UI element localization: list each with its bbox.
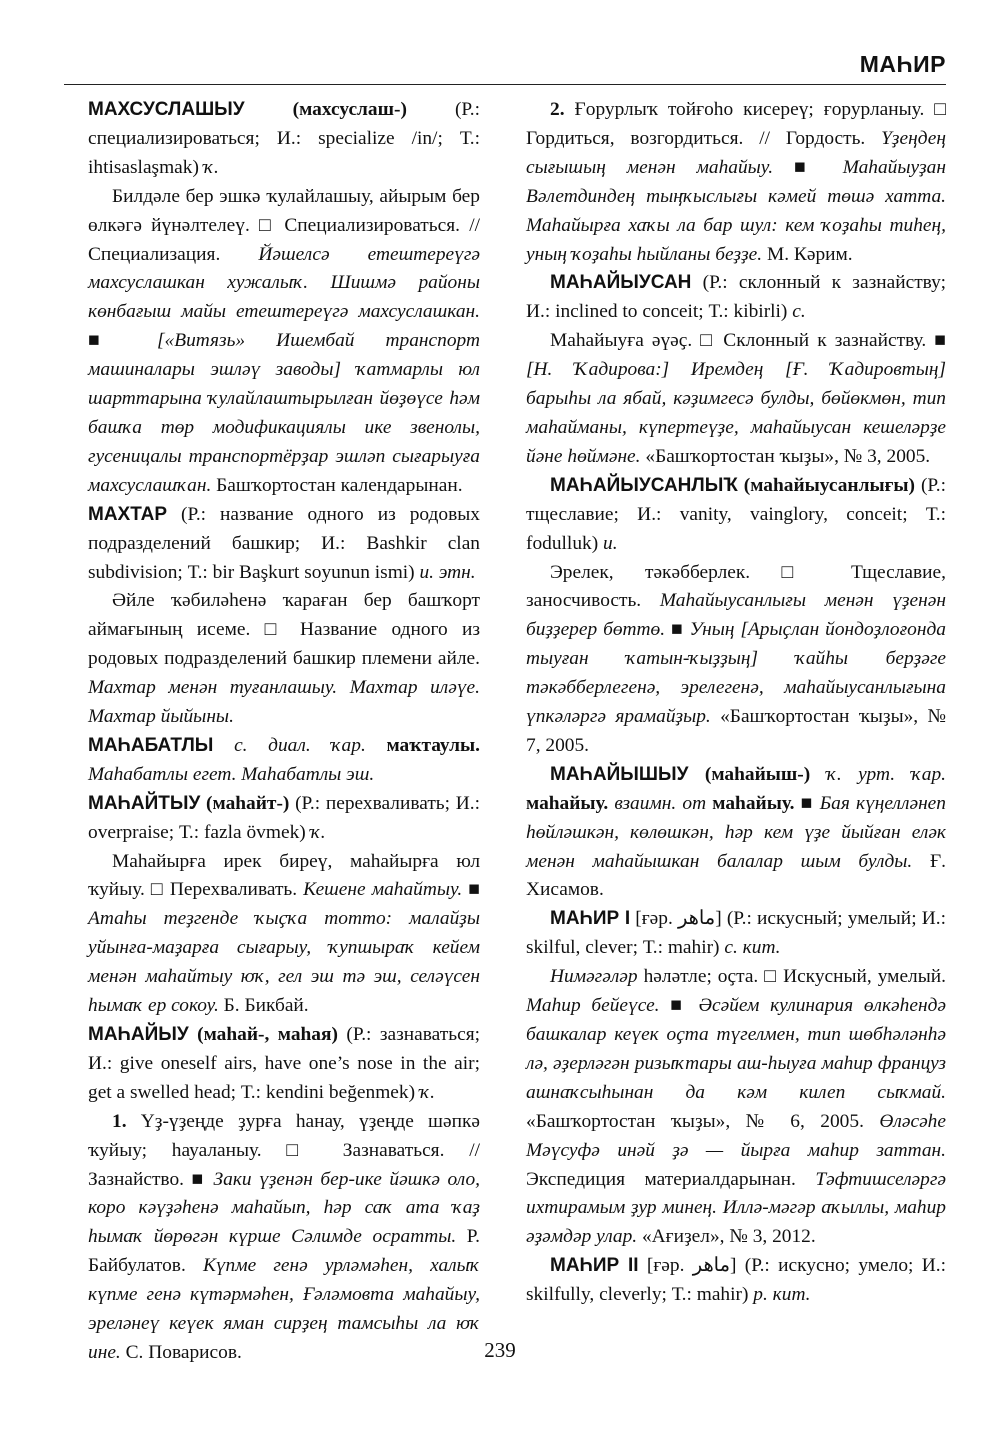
source: Р. Байбулатов.: [88, 1226, 480, 1277]
bullet-icon: ■: [773, 156, 843, 178]
entry-etymology: (Р.: тщеславие; И.: vanity, vainglory, conceit; Т.: fodulluk): [526, 474, 946, 554]
source: «Башҡортостан ҡыҙы», № 7, 2005.: [526, 706, 946, 756]
source: С. Поварисов.: [125, 1341, 242, 1363]
headword: МАҺАЙЫШЫУ: [550, 763, 689, 785]
cross-reference: маҡтаулы.: [386, 734, 480, 756]
source: «Башҡортостан ҡыҙы», № 3, 2005.: [645, 445, 931, 467]
definition: Маһайыуға әүәҫ. □ Склонный к зазнайству.: [550, 330, 935, 352]
russian-gloss: взаимн. от: [608, 792, 713, 814]
sense-1: [88, 1108, 480, 1368]
headword: МАХТАР: [88, 503, 168, 525]
definition: Үҙ-үҙеңде ҙурға һанау, үҙеңде шәпкә ҡуйыу; һауаланыу. □ Зазнаваться. // Зазнайство.: [88, 1110, 480, 1190]
part-of-speech: с. кит.: [724, 937, 781, 959]
example: Махтар менән туғанлашыу. Махтар иләүе. Махтар йыйыны.: [88, 677, 480, 728]
source: «Ағиҙел», № 3, 2012.: [641, 1226, 816, 1248]
example: Үҙеңдең сығышың менән маһайыу.: [526, 127, 946, 178]
entry-form: (маһайыусанлығы): [737, 474, 915, 496]
part-of-speech: и.: [603, 532, 618, 554]
example: [«Витязь» Ишембай транспорт машиналары эшләү заводы] ҡатмарлы юл шарттарына ҡулайлаштырылған йөҙөүсе һәм башҡа төр модификациялы ике звенолы, гусеницалы транспортёрҙар эшләп сығарыуға махсуслашҡан.: [88, 330, 480, 496]
arabic-etymology: [ғәр. ماهر]: [630, 908, 722, 930]
entry-etymology: (Р.: специализироваться; И.: specialize /in/; Т.: ihtisaslaşmak): [88, 99, 480, 178]
bullet-icon: ■: [88, 330, 157, 352]
entry-mahabatly: [88, 732, 480, 790]
headword: МАҺАБАТЛЫ: [88, 734, 214, 756]
entry-body: [526, 559, 946, 761]
cross-reference: маһайыу.: [526, 792, 609, 814]
part-of-speech: ҡ.: [419, 1081, 435, 1103]
example: Уның [Арыҫлан йондоҙлоғонда тыуған ҡатын-ҡыҙҙың] ҡайһы берҙәге тәкәбберлегенә, эрелегенә, маһайыусанлығына үпкәләргә ярамайҙыр.: [526, 619, 946, 728]
sense-number: 2.: [550, 99, 565, 120]
page-header: [64, 40, 946, 85]
entry-etymology: (Р.: перехваливать; И.: overpraise; Т.: fazla övmek): [88, 792, 480, 843]
bullet-icon: ■: [794, 792, 820, 814]
part-of-speech: р. кит.: [753, 1284, 811, 1306]
source: М. Кәрим.: [766, 243, 853, 265]
part-of-speech: с.: [792, 301, 806, 323]
definition-qualifier: Нимәгәләр: [550, 966, 638, 988]
left-column: [88, 96, 480, 1368]
example: Атаһы теҙгенде ҡыҫҡа тотто: малайҙы уйынға-маҙарға сығарыу, ҡупшыраҡ кейем менән маһайтыу юҡ, гел эш тә эш, селәүсен һымаҡ ер сокоу.: [88, 908, 480, 1017]
entry-etymology: (Р.: название одного из родовых подразделений башкир; И.: Bashkir clan subdivision; Т.: bir Başkurt soyunun ismi): [88, 503, 480, 583]
source: Башҡортостан календарынан.: [216, 474, 463, 496]
entry-mahaiyshyu: [526, 761, 946, 906]
example: Кешене маһайтыу.: [303, 879, 463, 901]
sense-number: 1.: [112, 1110, 127, 1132]
definition: Маһайырға ирек биреү, маһайырға юл ҡуйыу. □ Перехваливать.: [88, 850, 480, 901]
definition: Ғорурлыҡ тойғоһо кисереү; ғорурланыу. □ Гордиться, возгордиться. // Гордость.: [526, 99, 946, 149]
headword: МАҺИР I: [550, 908, 631, 930]
example: Маһир бейеүсе.: [526, 995, 660, 1017]
entry-makhtar: [88, 501, 480, 588]
entry-makhsuslashyu: [88, 96, 480, 183]
source: Ғ. Хисамов.: [526, 850, 946, 901]
headword: МАҺАЙТЫУ: [88, 792, 201, 814]
bullet-icon: ■: [665, 619, 690, 641]
headword: МАҺАЙЫУСАНЛЫҠ: [550, 474, 738, 496]
entry-body: [526, 963, 946, 1252]
entry-etymology: (Р.: склонный к зазнайству; И.: inclined to conceit; Т.: kibirli): [526, 272, 946, 323]
part-of-speech: ҡ.: [310, 821, 326, 843]
example: Заки үҙенән бер-ике йәшкә оло, коро кәүҙәһенә маһайып, һәр саҡ ата ҡаҙ һымаҡ йөрөгән күрше Сәлимде осратты.: [88, 1168, 480, 1248]
source: Экспедиция материалдарынан.: [526, 1168, 816, 1190]
part-of-speech: ҡ.: [203, 156, 219, 178]
definition: Билдәле бер эшкә ҡулайлашыу, айырым бер өлкәгә йүнәлтелеү. □ Специализироваться. // Специализация.: [88, 185, 480, 265]
right-column: [526, 96, 946, 1310]
headword: МАХСУСЛАШЫУ: [88, 99, 245, 120]
entry-body: [88, 587, 480, 732]
entry-etymology: (Р.: зазнаваться; И.: give oneself airs, have one’s nose in the air; get a swelled head; Т.: kendini beğenmek): [88, 1024, 481, 1103]
bullet-icon: ■: [462, 879, 481, 901]
example: Йәшелсә етештереүгә махсуслашкан хужалыҡ. Шишмә районы көнбағыш майы етештереүгә махсуслашкан.: [88, 243, 481, 323]
entry-form: (маһай-, маһая): [188, 1024, 338, 1045]
entry-body: [88, 848, 480, 1021]
source: Б. Бикбай.: [223, 995, 309, 1017]
entry-form: (махсуслаш-): [244, 99, 407, 120]
entry-mahir-2: [526, 1252, 946, 1310]
headword: МАҺАЙЫУСАН: [550, 272, 692, 294]
part-of-speech: с. диал. ҡар.: [213, 734, 387, 756]
definition: Әйле ҡәбиләһенә ҡараған бер башҡорт аймағының исеме. □ Название одного из родовых подразделений башкир племени айле.: [88, 590, 480, 670]
definition: Эрелек, тәкәбберлек. □ Тщеславие, заносчивость.: [526, 561, 946, 612]
arabic-etymology: [ғәр. ماهر]: [638, 1255, 737, 1277]
entry-mahaiyusanlyk: [526, 472, 946, 559]
entry-mahaiyusan: [526, 269, 946, 327]
entry-body: [88, 183, 480, 501]
bullet-icon: ■: [191, 1168, 214, 1190]
entry-form: (маһайыш-): [688, 763, 811, 785]
cross-reference: маһайыу.: [712, 792, 795, 814]
example: Өләсәһе Мәүсуфә инәй ҙә — йырға маһир заттан.: [526, 1110, 946, 1161]
entry-body: [526, 327, 946, 472]
entry-etymology: (Р.: искусно; умело; И.: skilfully, cleverly; Т.: mahir): [526, 1255, 946, 1306]
page-number: 239: [484, 1338, 516, 1362]
bullet-icon: ■: [934, 330, 946, 352]
example: Маһабатлы егет. Маһабатлы эш.: [88, 763, 375, 785]
example: Маһайыусанлығы менән үҙенән биҙҙерер бөттө.: [526, 590, 946, 641]
source: «Башҡортостан ҡыҙы», № 6, 2005.: [526, 1110, 880, 1132]
entry-etymology: (Р.: искусный; умелый; И.: skilful, clever; Т.: mahir): [526, 908, 946, 959]
running-head: МАҺИР: [859, 51, 946, 77]
example: Бая күңелләнеп һөйләшкән, көлөшкән, һәр кем үҙе йыйған еләк менән маһайышкан балалар шым булды.: [526, 792, 946, 872]
bullet-icon: ■: [659, 995, 699, 1017]
example: Әсәйем кулинария өлкәһендә башкалар кеүек оҫта түгелмен, тип шөбһәләнһә лә, әҙерләгән ризыҡтары аш-һыуға маһир француз ашнаҡсыһынан да кәм килеп сыҡмай.: [526, 995, 946, 1103]
example: Тәфтишселәргә ихтирамым ҙур минең. Иллә-мәгәр аҡыллы, маһир әҙәмдәр улар.: [526, 1168, 946, 1248]
entry-mahir-1: [526, 905, 946, 963]
sense-2: [526, 96, 946, 269]
entry-mahaiyu: [88, 1021, 480, 1108]
example: [Н. Ҡадирова:] Иремдең [Ғ. Ҡадировтың] барыһы ла ябай, кәҙимгесә булды, бөйөкмөн, тип маһайманы, күпертеүҙе, маһайыусан кешеләрҙе йәне һөймәне.: [526, 359, 946, 467]
entry-form: (маһайт-): [200, 792, 290, 814]
example: Күпме генә урләмәһен, халыҡ күпме генә күтәрмәһен, Ғәләмовта маһайыу, эреләнеү кеүек яман сирҙең тамсыһы ла юҡ ине.: [88, 1255, 480, 1363]
headword: МАҺИР II: [550, 1255, 639, 1277]
part-of-speech: и. этн.: [419, 561, 476, 583]
definition: һәләтле; оҫта. □ Искусный, умелый.: [637, 966, 946, 988]
entry-mahaityu: [88, 790, 480, 848]
example: Маһайыуҙан Вәлетдиндең тыңҡыслығы кәмей төшә хатта. Маһайырға хаҡы ла бар шул: кем ҡоҙаһы тиһең, уның ҡоҙаһы һыйланы беҙҙе.: [526, 156, 946, 265]
headword: МАҺАЙЫУ: [88, 1024, 189, 1045]
part-of-speech: ҡ. урт. ҡар.: [810, 763, 946, 785]
